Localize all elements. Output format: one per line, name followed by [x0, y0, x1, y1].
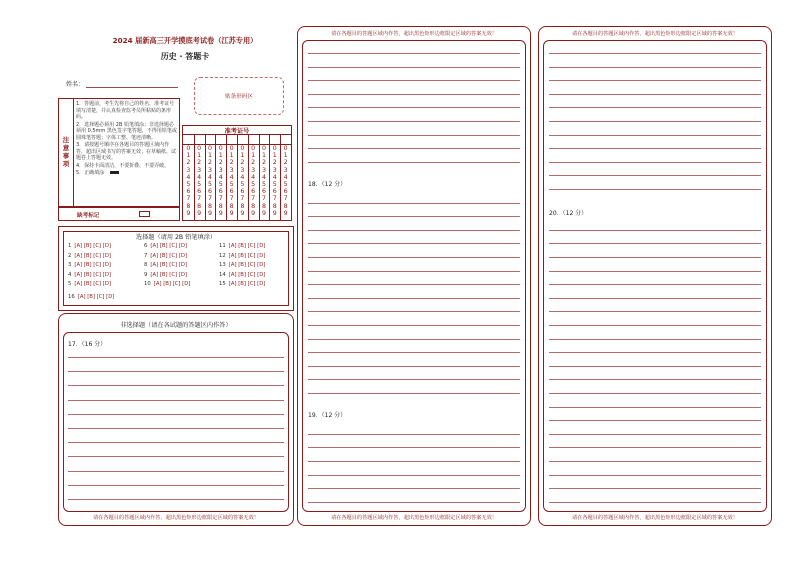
ticket-digit-bubble[interactable]: 9 [283, 209, 288, 217]
ticket-digit-bubble[interactable]: 1 [240, 152, 245, 160]
ticket-digit-bubble[interactable]: 6 [186, 188, 191, 196]
answer-line[interactable] [308, 502, 520, 503]
ticket-digit-bubble[interactable]: 6 [261, 188, 266, 196]
panel-warning: 请在各题目的答题区域内作答，超出黑色矩形边框限定区域的答案无效！ [571, 31, 738, 37]
answer-line[interactable] [549, 311, 761, 312]
nonmcq-box [58, 313, 294, 526]
ticket-digit-bubble[interactable]: 1 [261, 152, 266, 160]
ticket-digit-bubble[interactable]: 6 [272, 188, 277, 196]
answer-line[interactable] [549, 461, 761, 462]
mcq-options[interactable]: [A] [B] [C] [D] [228, 271, 266, 278]
ticket-digit-column [281, 145, 291, 217]
ticket-digit-bubble[interactable]: 3 [240, 166, 245, 174]
barcode-label: 贴条形码区 [225, 94, 253, 100]
ticket-digit-bubble[interactable]: 9 [186, 209, 191, 217]
ticket-digit-column [183, 145, 193, 217]
mcq-options[interactable]: [A] [B] [C] [D] [74, 281, 111, 287]
ticket-digit-bubble[interactable]: 0 [218, 145, 223, 152]
notice-title-char: 事 [62, 152, 70, 160]
ticket-digit-bubble[interactable]: 5 [197, 181, 202, 189]
ticket-digit-bubble[interactable]: 4 [218, 173, 223, 181]
ticket-digit-bubble[interactable]: 8 [283, 202, 288, 210]
ticket-digit-bubble[interactable]: 8 [207, 202, 212, 210]
ticket-digit-bubble[interactable]: 8 [240, 202, 245, 210]
answer-area-middle [302, 40, 526, 512]
ticket-digit-bubble[interactable]: 1 [272, 152, 277, 160]
ticket-digit-bubble[interactable]: 2 [218, 159, 223, 167]
mcq-question [68, 262, 111, 268]
notice-title-char: 注 [62, 136, 70, 144]
mcq-question [68, 243, 111, 249]
notice-title-char: 意 [62, 144, 70, 152]
ticket-digit-column [205, 145, 215, 217]
answer-line[interactable] [549, 175, 761, 176]
answer-line[interactable] [68, 371, 284, 372]
answer-line[interactable] [308, 216, 520, 217]
mcq-question [144, 272, 187, 278]
answer-line[interactable] [308, 284, 520, 285]
mcq-question [219, 253, 265, 259]
ticket-digit-bubble[interactable]: 5 [251, 181, 256, 189]
ticket-digit-bubble[interactable]: 1 [207, 152, 212, 160]
notice-item: 1．答题前，考生先将自己的姓名、准考证号填写清楚，并认真检查监考员所粘贴的条形码。 [76, 101, 175, 120]
answer-line[interactable] [308, 67, 520, 68]
name-label: 姓名： [66, 81, 85, 88]
ticket-digit-bubble[interactable]: 3 [272, 166, 277, 174]
ticket-digit-column [270, 145, 280, 217]
answer-line[interactable] [308, 461, 520, 462]
ticket-digit-bubble[interactable]: 3 [283, 166, 288, 174]
ticket-digit-bubble[interactable]: 7 [240, 195, 245, 203]
answer-line[interactable] [549, 339, 761, 340]
answer-line[interactable] [68, 400, 284, 401]
ticket-digit-bubble[interactable]: 8 [197, 202, 202, 210]
answer-line[interactable] [308, 475, 520, 476]
mcq-options[interactable]: [A] [B] [C] [D] [228, 252, 266, 259]
mcq-options[interactable]: [A] [B] [C] [D] [150, 243, 187, 249]
ticket-digit-column [237, 145, 247, 217]
answer-line[interactable] [549, 135, 761, 136]
ticket-digit-bubble[interactable]: 9 [197, 209, 202, 217]
ticket-digit-bubble[interactable]: 5 [186, 181, 191, 189]
ticket-digit-bubble[interactable]: 5 [272, 181, 277, 189]
mcq-question [68, 272, 111, 278]
notice-box [58, 98, 180, 207]
ticket-digit-bubble[interactable]: 6 [229, 188, 234, 196]
mcq-options[interactable]: [A] [B] [C] [D] [74, 243, 111, 249]
mcq-number: 16 [68, 294, 75, 300]
ticket-digit-bubble[interactable]: 0 [272, 145, 277, 152]
mcq-number: 7 [144, 252, 148, 259]
answer-line[interactable] [549, 488, 761, 489]
answer-line[interactable] [549, 189, 761, 190]
ticket-digit-bubble[interactable]: 2 [251, 159, 256, 167]
answer-line[interactable] [68, 456, 284, 457]
answer-line[interactable] [549, 366, 761, 367]
mcq-number: 4 [68, 271, 72, 278]
ticket-digit-bubble[interactable]: 7 [218, 195, 223, 203]
answer-line[interactable] [308, 148, 520, 149]
mcq-options[interactable]: [A] [B] [C] [D] [153, 281, 191, 287]
ticket-digit-bubble[interactable]: 0 [229, 145, 234, 152]
ticket-digit-bubble[interactable]: 7 [272, 195, 277, 203]
ticket-digit-bubble[interactable]: 5 [283, 181, 288, 189]
answer-line[interactable] [308, 53, 520, 54]
ticket-digit-bubble[interactable]: 2 [283, 159, 288, 167]
answer-line[interactable] [549, 298, 761, 299]
ticket-digit-bubble[interactable]: 0 [197, 145, 202, 152]
answer-line[interactable] [308, 162, 520, 163]
ticket-digit-bubble[interactable]: 8 [218, 202, 223, 210]
mcq-number: 8 [144, 262, 148, 268]
ticket-digit-bubble[interactable]: 4 [272, 173, 277, 181]
panel-warning: 请在各题目的答题区域内作答，超出黑色矩形边框限定区域的答案无效！ [330, 515, 497, 521]
answer-line[interactable] [308, 121, 520, 122]
ticket-digit-bubble[interactable]: 7 [186, 195, 191, 203]
answer-line[interactable] [68, 442, 284, 443]
mcq-title: 选择题（请用 2B 铅笔填涂） [135, 234, 217, 241]
answer-line[interactable] [308, 447, 520, 448]
mcq-number: 3 [68, 262, 72, 268]
exam-title: 2024 届新高三开学摸底考试卷（江苏专用） [112, 36, 258, 45]
ticket-digit-column [216, 145, 226, 217]
ticket-digit-bubble[interactable]: 7 [283, 195, 288, 203]
ticket-digit-bubble[interactable]: 9 [272, 209, 277, 217]
mcq-question [144, 262, 187, 268]
ticket-digit-bubble[interactable]: 1 [283, 152, 288, 160]
ticket-digit-bubble[interactable]: 2 [240, 159, 245, 167]
mcq-options[interactable]: [A] [B] [C] [D] [74, 262, 111, 268]
ticket-digit-bubble[interactable]: 4 [283, 173, 288, 181]
ticket-digit-bubble[interactable]: 6 [218, 188, 223, 196]
answer-line[interactable] [308, 230, 520, 231]
mcq-number: 11 [219, 243, 226, 249]
answer-line[interactable] [549, 80, 761, 81]
answer-area-right [543, 40, 767, 512]
ticket-digit-bubble[interactable]: 0 [186, 145, 191, 152]
answer-line[interactable] [308, 135, 520, 136]
notice-title [59, 99, 74, 206]
ticket-digit-bubble[interactable]: 5 [261, 181, 266, 189]
ticket-digit-bubble[interactable]: 4 [197, 173, 202, 181]
answer-line[interactable] [308, 94, 520, 95]
ticket-digit-bubble[interactable]: 2 [229, 159, 234, 167]
mcq-question [68, 281, 111, 287]
ticket-digit-bubble[interactable]: 2 [261, 159, 266, 167]
answer-line[interactable] [549, 434, 761, 435]
answer-line[interactable] [308, 311, 520, 312]
answer-line[interactable] [549, 271, 761, 272]
mcq-question [68, 253, 111, 259]
ticket-digit-bubble[interactable]: 3 [207, 166, 212, 174]
ticket-digit-bubble[interactable]: 4 [251, 173, 256, 181]
ticket-digit-bubble[interactable]: 6 [283, 188, 288, 196]
ticket-digit-bubble[interactable]: 9 [218, 209, 223, 217]
mcq-number: 6 [144, 243, 148, 249]
answer-line[interactable] [308, 325, 520, 326]
ticket-digit-bubble[interactable]: 1 [186, 152, 191, 160]
ticket-digit-bubble[interactable]: 2 [207, 159, 212, 167]
mcq-question [68, 294, 114, 300]
answer-line[interactable] [549, 393, 761, 394]
mcq-question [219, 281, 265, 287]
mcq-options[interactable]: [A] [B] [C] [D] [228, 262, 266, 268]
answer-line[interactable] [308, 393, 520, 394]
ticket-digit-column [227, 145, 237, 217]
answer-line[interactable] [308, 366, 520, 367]
answer-line[interactable] [549, 475, 761, 476]
answer-line[interactable] [308, 339, 520, 340]
mcq-question [219, 262, 265, 268]
ticket-digit-bubble[interactable]: 2 [197, 159, 202, 167]
mcq-options[interactable]: [A] [B] [C] [D] [228, 243, 266, 249]
answer-line[interactable] [549, 325, 761, 326]
answer-line[interactable] [68, 471, 284, 472]
answer-panel-middle [297, 26, 531, 526]
mcq-options[interactable]: [A] [B] [C] [D] [74, 271, 111, 278]
answer-line[interactable] [549, 94, 761, 95]
absent-row [58, 207, 180, 221]
absent-checkbox[interactable] [139, 211, 150, 217]
ticket-digit-bubble[interactable]: 4 [240, 173, 245, 181]
card-subtitle: 历史 · 答题卡 [160, 52, 210, 61]
notice-item: 2．选择题必须用 2B 铅笔填涂；非选择题必须用 0.5mm 黑色签字笔答题，不得用铅笔或圆珠笔答题；字体工整、笔迹清晰。 [76, 121, 177, 141]
answer-line[interactable] [308, 243, 520, 244]
ticket-digit-bubble[interactable]: 5 [207, 181, 212, 189]
ticket-digit-bubble[interactable]: 3 [186, 166, 191, 174]
absent-label: 缺考标记 [77, 213, 100, 219]
answer-line[interactable] [68, 499, 284, 500]
ticket-digit-bubble[interactable]: 5 [240, 181, 245, 189]
mcq-options[interactable]: [A] [B] [C] [D] [74, 252, 111, 259]
mcq-number: 12 [219, 252, 226, 259]
mcq-question [144, 243, 187, 249]
ticket-digit-bubble[interactable]: 6 [251, 188, 256, 196]
mcq-number: 5 [68, 281, 72, 287]
answer-line[interactable] [308, 271, 520, 272]
ticket-digit-bubble[interactable]: 8 [272, 202, 277, 210]
answer-line[interactable] [549, 379, 761, 380]
notice-item: 3．请按题号顺序在各题目的答题区域内作答，超出区域书写的答案无效；在草稿纸、试题卷上答题无效。 [76, 142, 177, 161]
answer-line[interactable] [549, 148, 761, 149]
answer-line[interactable] [549, 53, 761, 54]
answer-line[interactable] [549, 284, 761, 285]
panel-warning: 请在各题目的答题区域内作答，超出黑色矩形边框限定区域的答案无效！ [330, 31, 497, 37]
ticket-digit-bubble[interactable]: 0 [251, 145, 256, 152]
ticket-digit-bubble[interactable]: 6 [197, 188, 202, 196]
ticket-digit-bubble[interactable]: 9 [229, 209, 234, 217]
ticket-digit-bubble[interactable]: 2 [272, 159, 277, 167]
answer-line[interactable] [549, 162, 761, 163]
ticket-digit-bubble[interactable]: 1 [229, 152, 234, 160]
panel-warning: 请在各题目的答题区域内作答，超出黑色矩形边框限定区域的答案无效！ [571, 515, 738, 521]
answer-line[interactable] [549, 107, 761, 108]
answer-line[interactable] [68, 485, 284, 486]
notice-item: 4．保持卡面清洁，不要折叠、不要弄破。 [76, 162, 170, 169]
mcq-box [58, 226, 294, 311]
answer-line[interactable] [549, 243, 761, 244]
notice-item: 5．正确填涂 [76, 170, 105, 176]
answer-line[interactable] [549, 447, 761, 448]
mcq-number: 15 [219, 281, 226, 287]
ticket-digit-column [248, 145, 258, 217]
ticket-digit-bubble[interactable]: 7 [207, 195, 212, 203]
ticket-digit-bubble[interactable]: 3 [229, 166, 234, 174]
ticket-digit-bubble[interactable]: 6 [240, 188, 245, 196]
mcq-question [219, 272, 265, 278]
ticket-digit-column [194, 145, 204, 217]
mcq-question [144, 281, 190, 287]
q19-label: 19．（12 分） [308, 412, 347, 419]
panel-warning: 请在各题目的答题区域内作答，超出黑色矩形边框限定区域的答案无效！ [92, 515, 259, 521]
ticket-digit-bubble[interactable]: 9 [251, 209, 256, 217]
ticket-digit-bubble[interactable]: 8 [261, 202, 266, 210]
answer-line[interactable] [68, 357, 284, 358]
ticket-digit-bubble[interactable]: 1 [197, 152, 202, 160]
answer-line[interactable] [68, 385, 284, 386]
ticket-digit-bubble[interactable]: 7 [261, 195, 266, 203]
answer-line[interactable] [549, 67, 761, 68]
q17-label: 17．（16 分） [68, 341, 107, 348]
answer-line[interactable] [549, 121, 761, 122]
nonmcq-title: 非选择题（请在各试题的答题区内作答） [120, 322, 232, 329]
mcq-number: 1 [68, 243, 72, 249]
ticket-digit-bubble[interactable]: 7 [229, 195, 234, 203]
ticket-digit-bubble[interactable]: 9 [261, 209, 266, 217]
answer-line[interactable] [308, 298, 520, 299]
ticket-title: 准考证号 [224, 128, 250, 135]
ticket-digit-bubble[interactable]: 9 [240, 209, 245, 217]
ticket-digit-bubble[interactable]: 1 [251, 152, 256, 160]
answer-line[interactable] [549, 407, 761, 408]
notice-title-char: 项 [62, 160, 70, 168]
answer-line[interactable] [308, 107, 520, 108]
mcq-options[interactable]: [A] [B] [C] [D] [228, 281, 266, 287]
ticket-digit-bubble[interactable]: 7 [197, 195, 202, 203]
mcq-number: 14 [219, 271, 226, 278]
answer-line[interactable] [308, 203, 520, 204]
ticket-digit-bubble[interactable]: 5 [218, 181, 223, 189]
ticket-digit-bubble[interactable]: 6 [207, 188, 212, 196]
ticket-number-grid [182, 125, 292, 221]
ticket-digit-bubble[interactable]: 1 [218, 152, 223, 160]
mcq-number: 10 [144, 281, 151, 287]
ticket-digit-bubble[interactable]: 2 [186, 159, 191, 167]
answer-line[interactable] [308, 379, 520, 380]
answer-line[interactable] [549, 230, 761, 231]
ticket-digit-column [259, 145, 269, 217]
mcq-number: 13 [219, 262, 226, 268]
answer-line[interactable] [549, 257, 761, 258]
filled-sample-mark [110, 171, 119, 174]
ticket-digit-bubble[interactable]: 0 [283, 145, 288, 152]
ticket-digit-bubble[interactable]: 4 [229, 173, 234, 181]
mcq-question [144, 253, 187, 259]
mcq-options[interactable]: [A] [B] [C] [D] [77, 294, 115, 300]
ticket-digit-bubble[interactable]: 7 [251, 195, 256, 203]
ticket-digit-bubble[interactable]: 0 [207, 145, 212, 152]
answer-line[interactable] [549, 502, 761, 503]
ticket-digit-bubble[interactable]: 0 [240, 145, 245, 152]
ticket-digit-bubble[interactable]: 8 [251, 202, 256, 210]
ticket-digit-bubble[interactable]: 3 [251, 166, 256, 174]
answer-line[interactable] [68, 414, 284, 415]
mcq-options[interactable]: [A] [B] [C] [D] [150, 262, 187, 268]
answer-line[interactable] [308, 488, 520, 489]
q20-label: 20．（12 分） [549, 210, 588, 217]
ticket-digit-bubble[interactable]: 0 [261, 145, 266, 152]
ticket-digit-bubble[interactable]: 9 [207, 209, 212, 217]
answer-panel-right [538, 26, 772, 526]
ticket-digit-bubble[interactable]: 3 [261, 166, 266, 174]
barcode-area [194, 77, 284, 115]
answer-line[interactable] [308, 352, 520, 353]
answer-line[interactable] [308, 434, 520, 435]
answer-line[interactable] [549, 352, 761, 353]
answer-line[interactable] [308, 257, 520, 258]
ticket-digit-bubble[interactable]: 4 [261, 173, 266, 181]
mcq-number: 9 [144, 271, 148, 278]
mcq-options[interactable]: [A] [B] [C] [D] [150, 252, 187, 259]
ticket-digit-bubble[interactable]: 8 [186, 202, 191, 210]
ticket-digit-bubble[interactable]: 4 [207, 173, 212, 181]
ticket-digit-bubble[interactable]: 5 [229, 181, 234, 189]
name-underline[interactable] [86, 87, 178, 88]
mcq-options[interactable]: [A] [B] [C] [D] [150, 271, 187, 278]
ticket-digit-bubble[interactable]: 4 [186, 173, 191, 181]
mcq-question [219, 243, 265, 249]
mcq-number: 2 [68, 252, 72, 259]
answer-line[interactable] [68, 428, 284, 429]
answer-line[interactable] [308, 80, 520, 81]
ticket-digit-bubble[interactable]: 3 [197, 166, 202, 174]
q18-label: 18．（12 分） [308, 181, 347, 188]
answer-line[interactable] [549, 420, 761, 421]
ticket-digit-bubble[interactable]: 3 [218, 166, 223, 174]
ticket-digit-bubble[interactable]: 8 [229, 202, 234, 210]
